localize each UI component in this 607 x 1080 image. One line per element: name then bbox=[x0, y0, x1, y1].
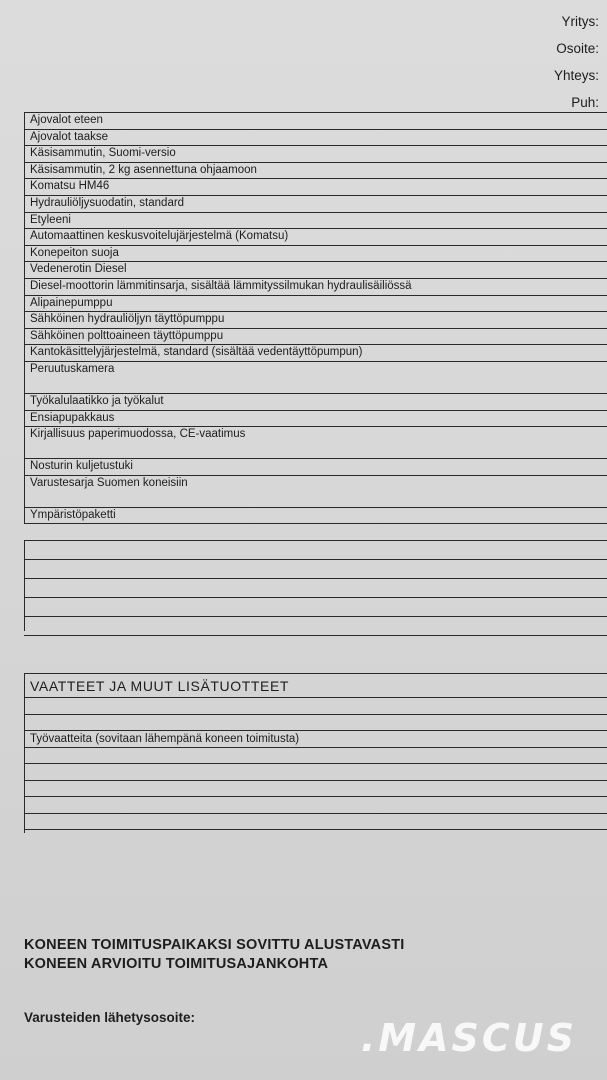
equipment-row: Varustesarja Suomen koneisiin bbox=[24, 475, 607, 507]
address-label: Osoite: bbox=[556, 41, 599, 56]
delivery-place-label: KONEEN TOIMITUSPAIKAKSI SOVITTU ALUSTAVASTI bbox=[24, 937, 405, 953]
equipment-row: Peruutuskamera bbox=[24, 361, 607, 393]
blank-line bbox=[24, 747, 607, 764]
equipment-row: Ensiapupakkaus bbox=[24, 410, 607, 427]
delivery-time-label: KONEEN ARVIOITU TOIMITUSAJANKOHTA bbox=[24, 956, 329, 972]
equipment-row: Kantokäsittelyjärjestelmä, standard (sisältää vedentäyttöpumpun) bbox=[24, 344, 607, 361]
blank-line bbox=[24, 763, 607, 780]
equipment-row: Ajovalot taakse bbox=[24, 129, 607, 146]
equipment-row: Automaattinen keskusvoitelujärjestelmä (Komatsu) bbox=[24, 228, 607, 245]
table-left-border bbox=[24, 112, 25, 524]
clothing-left-border bbox=[24, 673, 25, 833]
contact-fields bbox=[554, 8, 599, 116]
blank-line bbox=[24, 714, 607, 731]
equipment-row: Ajovalot eteen bbox=[24, 112, 607, 129]
equipment-row: Sähköinen polttoaineen täyttöpumppu bbox=[24, 328, 607, 345]
equipment-row: Sähköinen hydrauliöljyn täyttöpumppu bbox=[24, 311, 607, 328]
clothing-section bbox=[24, 673, 607, 830]
equipment-row: Alipainepumppu bbox=[24, 295, 607, 312]
equipment-row: Käsisammutin, Suomi-versio bbox=[24, 145, 607, 162]
equipment-row: Kirjallisuus paperimuodossa, CE-vaatimus bbox=[24, 426, 607, 458]
equipment-row: Diesel-moottorin lämmitinsarja, sisältää lämmityssilmukan hydraulisäiliössä bbox=[24, 278, 607, 295]
blank-line bbox=[24, 578, 607, 597]
equipment-row: Käsisammutin, 2 kg asennettuna ohjaamoon bbox=[24, 162, 607, 179]
clothing-item: Työvaatteita (sovitaan lähempänä koneen toimitusta) bbox=[24, 730, 607, 747]
blank-line bbox=[24, 813, 607, 831]
equipment-row: Vedenerotin Diesel bbox=[24, 261, 607, 278]
equipment-row: Nosturin kuljetustuki bbox=[24, 458, 607, 475]
phone-label: Puh: bbox=[571, 95, 599, 110]
equipment-row: Konepeiton suoja bbox=[24, 245, 607, 262]
shipping-address-label: Varusteiden lähetysosoite: bbox=[24, 1010, 196, 1025]
equipment-row: Hydrauliöljysuodatin, standard bbox=[24, 195, 607, 212]
equipment-row: Työkalulaatikko ja työkalut bbox=[24, 393, 607, 410]
mascus-watermark-logo: .MASCUS bbox=[360, 1016, 577, 1060]
blank-lines-block bbox=[24, 540, 607, 636]
blank-line bbox=[24, 597, 607, 616]
blank-line bbox=[24, 540, 607, 559]
blank-line bbox=[24, 616, 607, 636]
equipment-table bbox=[24, 112, 607, 524]
company-label: Yritys: bbox=[561, 14, 599, 29]
equipment-row: Etyleeni bbox=[24, 212, 607, 229]
blank-block-left-border bbox=[24, 540, 25, 631]
blank-line bbox=[24, 697, 607, 714]
blank-line bbox=[24, 559, 607, 578]
blank-line bbox=[24, 780, 607, 797]
clothing-section-title: VAATTEET JA MUUT LISÄTUOTTEET bbox=[24, 673, 607, 697]
delivery-info bbox=[24, 936, 405, 974]
blank-line bbox=[24, 796, 607, 813]
equipment-row: Komatsu HM46 bbox=[24, 178, 607, 195]
contact-label: Yhteys: bbox=[553, 68, 599, 83]
equipment-row: Ympäristöpaketti bbox=[24, 507, 607, 525]
